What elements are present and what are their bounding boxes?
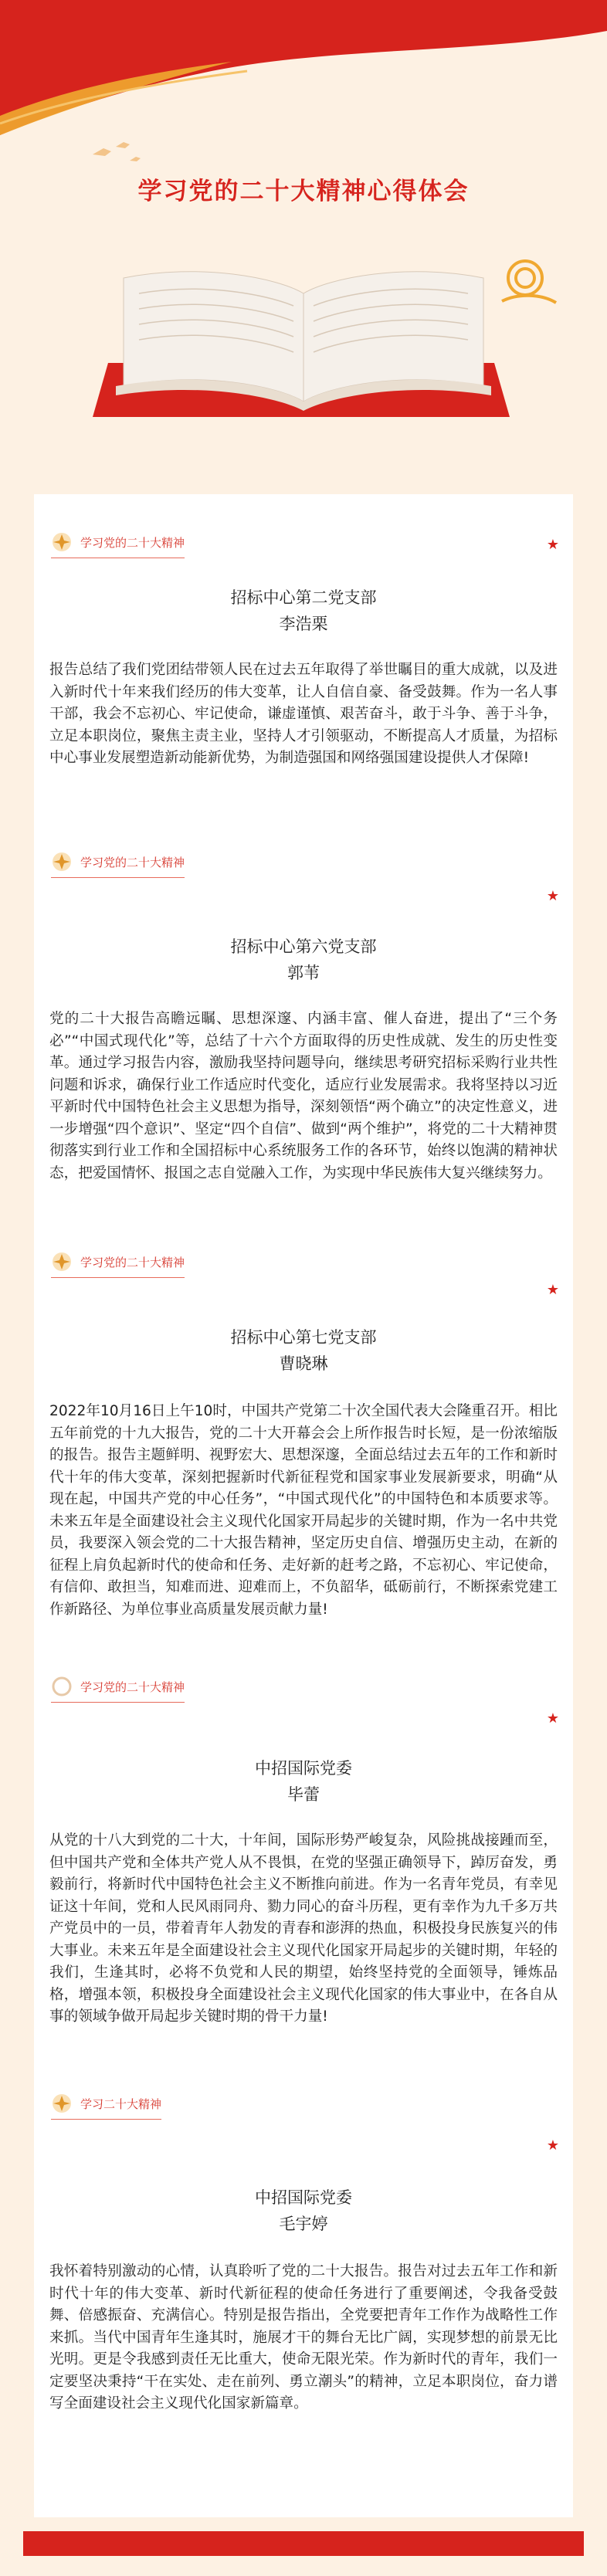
star-icon: ★ [546, 537, 559, 553]
star-icon: ★ [546, 1282, 559, 1298]
section-tag [51, 851, 185, 878]
banner-illustration [0, 0, 607, 494]
footer-bar [23, 2531, 584, 2556]
section-body: 2022年10月16日上午10时，中国共产党第二十次全国代表大会隆重召开。相比五年前党的十九大报告，党的二十大开幕会会上所作报告时长短，是一份浓缩版的报告。报告主题鲜明、视野宏大、思想深邃，全面总结过去五年的工作和新时代十年的伟大变革，深刻把握新时代新征程党和国家事业发展新要求，明确“从现在起，中国共产党的中心任务”，“中国式现代化”的中国特色和本质要求等。未来五年是全面建设社会主义现代化国家开局起步的关键时期，作为一名中共党员，我要深入领会党的二十大报告精神，坚定历史自信、增强历史主动，在新的征程上肩负起新时代的使命和任务、走好新的赶考之路，不忘初心、牢记使命，有信仰、敢担当，知难而进、迎难而上，不负韶华，砥砺前行，不断探索党建工作新路径、为单位事业高质量发展贡献力量! [49, 1403, 558, 1618]
section-tag [51, 2093, 161, 2120]
section-body: 党的二十大报告高瞻远瞩、思想深邃、内涵丰富、催人奋进，提出了“三个务必”“中国式现代化”等，总结了十六个方面取得的历史性成就、发生的历史性变革。通过学习报告内容，激励我坚持问题导向，继续思考研究招标采购行业共性问题和诉求，确保行业工作适应时代变化，适应行业发展需求。我将坚持以习近平新时代中国特色社会主义思想为指导，深刻领悟“两个确立”的决定性意义，进一步增强“四个意识”、坚定“四个自信”、做到“两个维护”，将党的二十大精神贯彻落实到行业工作和全国招标中心系统服务工作的各环节，始终以饱满的精神状态，把爱国情怀、报国之志自觉融入工作，为实现中华民族伟大复兴继续努力。 [49, 1011, 558, 1181]
flower-icon [51, 2093, 73, 2114]
content-card [34, 494, 573, 2517]
section-tag-label: 学习二十大精神 [80, 2096, 162, 2111]
section-org: 招标中心第二党支部 [230, 588, 377, 607]
header-banner [0, 0, 607, 494]
flower-icon [51, 1676, 73, 1697]
section-org: 招标中心第六党支部 [230, 937, 377, 956]
section-author: 李浩栗 [279, 615, 328, 633]
section-author: 毕蕾 [287, 1785, 320, 1804]
section-org: 中招国际党委 [255, 2188, 352, 2207]
page-title: 学习党的二十大精神心得体会 [137, 178, 470, 205]
section-author: 毛宇婷 [279, 2215, 328, 2233]
section-body: 报告总结了我们党团结带领人民在过去五年取得了举世瞩目的重大成就，以及进入新时代十年来我们经历的伟大变革，让人自信自豪、备受鼓舞。作为一名人事干部，我会不忘初心、牢记使命，谦虚谨慎、艰苦奋斗，敢于斗争、善于斗争，立足本职岗位，聚焦主责主业，坚持人才引领驱动，不断提高人才质量，为招标中心事业发展塑造新动能新优势，为制造强国和网络强国建设提供人才保障! [49, 662, 558, 766]
book-icon [93, 272, 510, 417]
section-tag-label: 学习党的二十大精神 [80, 855, 185, 869]
section-body: 从党的十八大到党的二十大，十年间，国际形势严峻复杂，风险挑战接踵而至，但中国共产党和全体共产党人从不畏惧，在党的坚强正确领导下，踔厉奋发，勇毅前行，将新时代中国特色社会主义不断推向前进。作为一名青年党员，有幸见证这十年间，党和人民风雨同舟、勠力同心的奋斗历程，更有幸作为九千多万共产党员中的一员，带着青年人勃发的青春和澎湃的热血，积极投身民族复兴的伟大事业。未来五年是全面建设社会主义现代化国家开局起步的关键时期，年轻的我们，生逢其时，必将不负党和人民的期望，始终坚持党的全面领导，锤炼品格，增强本领，积极投身全面建设社会主义现代化国家的伟大事业中，在各自从事的领域争做开局起步关键时期的骨干力量! [49, 1832, 558, 2025]
section-tag-label: 学习党的二十大精神 [80, 1679, 185, 1694]
section-tag-label: 学习党的二十大精神 [80, 1255, 185, 1269]
section-org: 中招国际党委 [255, 1759, 352, 1778]
cloud-icon [502, 261, 556, 303]
section-tag [51, 1251, 185, 1278]
flower-icon [51, 531, 73, 553]
section-org: 招标中心第七党支部 [230, 1328, 377, 1347]
star-icon: ★ [546, 1710, 559, 1727]
star-icon: ★ [546, 2137, 559, 2154]
section-author: 郭苇 [287, 964, 320, 982]
section-author: 曹晓琳 [279, 1354, 328, 1373]
section-body: 我怀着特别激动的心情，认真聆听了党的二十大报告。报告对过去五年工作和新时代十年的伟大变革、新时代新征程的使命任务进行了重要阐述，令我备受鼓舞、倍感振奋、充满信心。特别是报告指出，全党要把青年工作作为战略性工作来抓。当代中国青年生逢其时，施展才干的舞台无比广阔，实现梦想的前景无比光明。更是令我感到责任无比重大，使命无限光荣。作为新时代的青年，我们一定要坚决秉持“干在实处、走在前列、勇立潮头”的精神，立足本职岗位，奋力谱写全面建设社会主义现代化国家新篇章。 [49, 2263, 558, 2412]
section-tag-label: 学习党的二十大精神 [80, 535, 185, 550]
star-icon: ★ [546, 888, 559, 904]
dove-icon [93, 142, 141, 161]
flower-icon [51, 1251, 73, 1273]
section-tag [51, 1676, 185, 1703]
flower-icon [51, 851, 73, 873]
section-tag [51, 531, 185, 558]
